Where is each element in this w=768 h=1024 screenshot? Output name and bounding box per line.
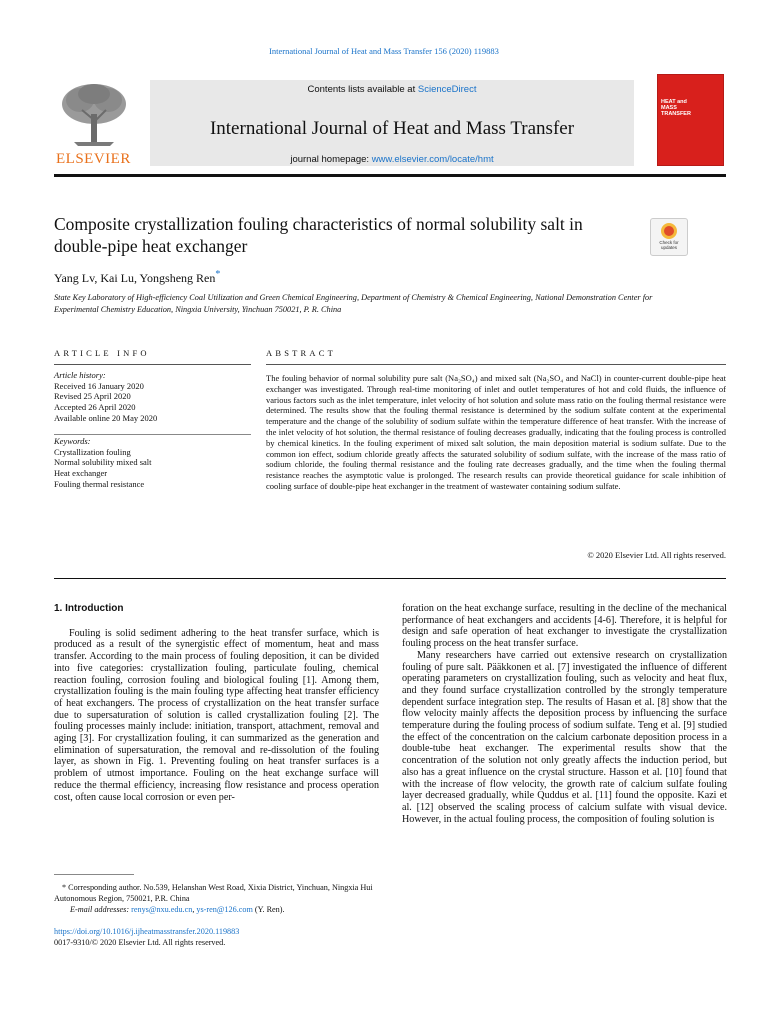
doi-block bbox=[54, 926, 239, 948]
history-label: Article history: bbox=[54, 370, 106, 380]
email-separator: , bbox=[192, 905, 197, 914]
homepage-link[interactable]: www.elsevier.com/locate/hmt bbox=[371, 154, 494, 165]
contents-prefix: Contents lists available at bbox=[307, 84, 418, 95]
body-right-column bbox=[402, 603, 727, 825]
header-rule bbox=[54, 174, 726, 177]
body-left-column bbox=[54, 603, 379, 803]
homepage-prefix: journal homepage: bbox=[290, 154, 372, 165]
copyright: © 2020 Elsevier Ltd. All rights reserved. bbox=[587, 550, 726, 560]
doi-link[interactable]: https://doi.org/10.1016/j.ijheatmasstransfer.2020.119883 bbox=[54, 927, 240, 936]
corresponding-author-mark[interactable]: * bbox=[215, 269, 221, 280]
homepage-line bbox=[150, 154, 634, 165]
keyword-item: Normal solubility mixed salt bbox=[54, 457, 152, 468]
body-paragraph: Many researchers have carried out extensive research on crystallization fouling of pure salt. Pääkkonen et al. [7] investigated the influence of different operating parameters on crystallization fouling, such as velocity and heat flux, and they found surface crystallization controlled by the strongly temperature dependent surface integration step. The results of Hasan et al. [8] show that the flow velocity mainly affects the deposition process by influencing the surface temperature during the fouling process of sodium sulfate. Teng et al. [9] studied the effect of the concentration on the calcium carbonate deposition process in a double-tube heat exchanger. The experimental results show that the concentration of the solution not only greatly affects the induction period, but also has a great influence on the crystal structure. Hasson et al. [10] found that with the increase of flow velocity, the growth rate of calcium sulfate fouling layer decreased gradually, while Quddus et al. [11] found the opposite. Kazi et al. [12] observed the scaling process of calcium sulfate with visual device. However, in the actual fouling process, the composition of fouling solution is bbox=[402, 649, 727, 825]
email-label: E-mail addresses: bbox=[70, 905, 132, 914]
email-suffix: (Y. Ren). bbox=[252, 905, 285, 914]
contents-line bbox=[150, 84, 634, 95]
corresponding-note: * Corresponding author. No.539, Helanshan West Road, Xixia District, Yinchuan, Ningxia Hui Autonomous Region, 750021, P.R. China bbox=[54, 883, 373, 903]
affiliation: State Key Laboratory of High-efficiency Coal Utilization and Green Chemical Engineering, Department of Chemistry & Chemical Engineering, National Demonstration Center for Experimental Chemistry Education, Ningxia University, Yinchuan 750021, P. R. China bbox=[54, 293, 653, 314]
check-updates-label: Check for updates bbox=[659, 240, 679, 250]
abstract-text: The fouling behavior of normal solubility pure salt (Na₂SO₄) and mixed salt (Na₂SO₄ and NaCl) in counter-current double-pipe heat exchanger was investigated. Through real-time monitoring of inlet and outlet temperatures of hot and cold fluids, the influence of various factors such as the inlet temperature, inlet velocity of hot solution and solute mass ratio on the fouling thermal resistance were determined. The results show that the fouling thermal resistance is determined by the sodium sulfate content at the experimental temperature and the change of the solubility of sodium sulfate within the temperature difference of heat transfer. With the increase of the inlet velocity of hot solution, the thermal resistance of fouling decreases gradually, indicating that the fouling process is controlled by chemical kinetics. In the fouling experiment of mixed salt solution, the main deposition material is sodium sulfate. Due to the common ion effect, sodium chloride greatly affects the saturated solubility of sodium sulfate, with the increase of the mass ratio of sodium chloride, the fouling thermal resistance and the fouling rate decreases gradually, and the time when the fouling thermal resistance reaches the asymptotic value is prolonged. The research results can provide theoretical guidance for scale inhibition of cooling surface of double-pipe heat exchanger in the treatment of wastewater containing sodium sulfate. bbox=[266, 373, 726, 491]
divider bbox=[54, 364, 251, 365]
journal-name: International Journal of Heat and Mass Transfer bbox=[209, 118, 575, 139]
divider bbox=[266, 364, 726, 365]
keyword-item: Fouling thermal resistance bbox=[54, 478, 145, 489]
body-paragraph: foration on the heat exchange surface, resulting in the decline of the mechanical performance of heat exchangers and accidents [4-6]. Therefore, it is helpful for design and safe operation of heat exchanger to investigate the crystallization fouling process on the heat transfer surface. bbox=[402, 603, 727, 650]
email-link-2[interactable]: ys-ren@126.com bbox=[196, 905, 253, 914]
header-band bbox=[150, 80, 634, 166]
cover-title: HEAT and MASS TRANSFER bbox=[661, 99, 691, 117]
footnote-rule bbox=[54, 874, 134, 875]
authors-names: Yang Lv, Kai Lu, Yongsheng Ren bbox=[54, 271, 216, 285]
divider bbox=[54, 434, 251, 435]
article-info-heading: ARTICLE INFO bbox=[54, 348, 150, 358]
journal-header bbox=[54, 74, 726, 168]
history-item: Revised 25 April 2020 bbox=[54, 391, 131, 402]
article-title: Composite crystallization fouling characteristics of normal solubility salt in double-pipe heat exchanger bbox=[54, 214, 583, 256]
elsevier-logo bbox=[54, 80, 134, 168]
history-item: Received 16 January 2020 bbox=[54, 380, 144, 391]
journal-citation[interactable]: International Journal of Heat and Mass Transfer 156 (2020) 119883 bbox=[269, 46, 499, 56]
section-divider bbox=[54, 578, 726, 579]
keywords-label: Keywords: bbox=[54, 436, 91, 446]
section-heading-introduction: 1. Introduction bbox=[54, 603, 124, 614]
journal-cover[interactable] bbox=[657, 74, 724, 166]
footnote bbox=[54, 882, 379, 915]
body-paragraph: Fouling is solid sediment adhering to the heat transfer surface, which is produced as a result of the synergistic effect of momentum, heat and mass transfer. According to the main process of fouling deposition, it can be divided into five categories: crystallization fouling, particulate fouling, chemical reaction fouling, corrosion fouling and biological fouling [1]. Among them, crystallization fouling is the main fouling type affecting heat transfer efficiency of heat exchangers. The process of crystallization on the heat transfer surface due to supersaturation of solution is called crystallization fouling [2]. The fouling processes mainly include: initiation, transport, attachment, removal and aging [3]. For crystallization fouling, it can summarized as the generation and elimination of supersaturation, the removal and re-dissolution of the fouling layer, as shown in Fig. 1. Preventing fouling on heat transfer surfaces is a problem of utmost importance. Fouling on the heat exchange surface will reduce the thermal efficiency, increasing flow resistance and process operation cost, often cause local corrosion or even per- bbox=[54, 627, 379, 803]
article-history bbox=[54, 370, 254, 424]
publisher-name: ELSEVIER bbox=[56, 151, 131, 167]
email-line bbox=[54, 904, 379, 915]
keyword-item: Heat exchanger bbox=[54, 468, 108, 479]
keywords bbox=[54, 436, 254, 490]
check-updates-icon bbox=[661, 223, 677, 239]
sciencedirect-link[interactable]: ScienceDirect bbox=[417, 84, 477, 95]
issn-line: 0017-9310/© 2020 Elsevier Ltd. All rights reserved. bbox=[54, 938, 226, 947]
keyword-item: Crystallization fouling bbox=[54, 446, 131, 457]
check-for-updates-button[interactable] bbox=[650, 218, 688, 256]
author-list bbox=[54, 269, 220, 286]
history-item: Accepted 26 April 2020 bbox=[54, 402, 136, 413]
elsevier-tree-icon bbox=[54, 80, 134, 150]
history-item: Available online 20 May 2020 bbox=[54, 412, 158, 423]
email-link-1[interactable]: renys@nxu.edu.cn bbox=[131, 905, 193, 914]
abstract-heading: ABSTRACT bbox=[266, 348, 336, 358]
